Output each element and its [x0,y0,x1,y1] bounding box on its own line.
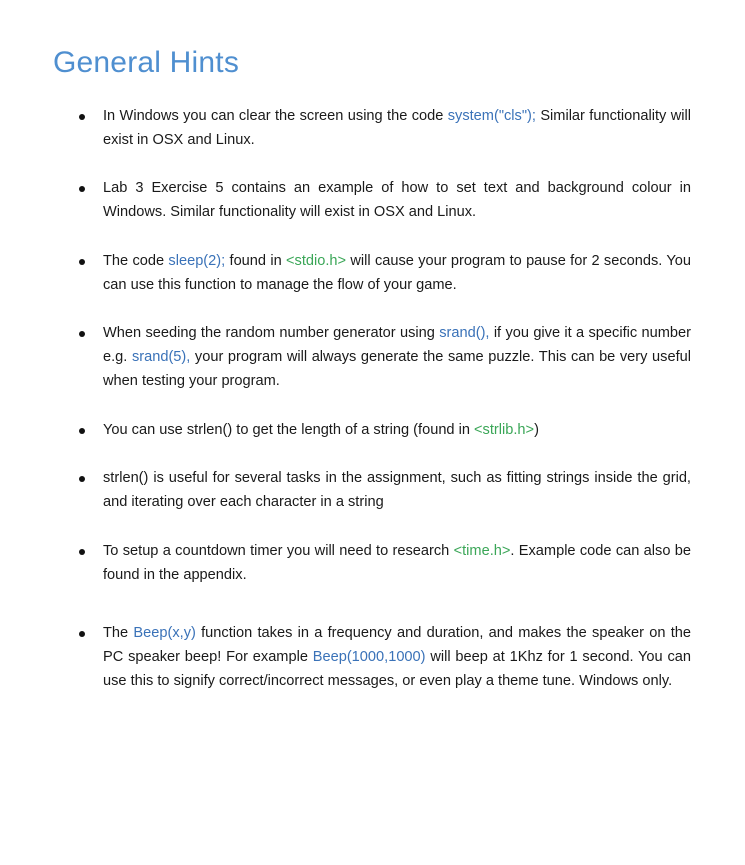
code-snippet: Beep(x,y) [133,625,196,641]
hint-text: found in [225,253,287,269]
page-title: General Hints [53,46,240,79]
hint-item-strlen [103,418,691,442]
hint-text: . Example code can also be found in the appendix. [103,543,691,583]
hint-text: strlen() is useful for several tasks in the assignment, such as fitting strings inside the grid, and iterating over each character in a string [103,470,691,510]
bullet-icon [79,631,85,637]
hint-text: To setup a countdown timer you will need to research [103,543,454,559]
hint-item-text-colour [103,176,691,224]
hint-text: ) [534,422,539,438]
header-snippet: <time.h> [453,543,511,559]
bullet-icon [79,476,85,482]
header-snippet: <strlib.h> [474,422,535,438]
bullet-icon [79,549,85,555]
bullet-icon [79,259,85,265]
hint-text: Lab 3 Exercise 5 contains an example of how to set text and background colour in Windows. Similar functionality will exist in OSX and Linux. [103,180,691,220]
bullet-icon [79,331,85,337]
hint-text: Similar functionality will exist in OSX and Linux. [103,108,691,148]
hint-item-sleep [103,249,691,297]
hint-text: will beep at 1Khz for 1 second. You can use this to signify correct/incorrect messages, or even play a theme tune. Windows only. [103,649,691,689]
code-snippet: sleep(2); [168,253,226,269]
hint-text: When seeding the random number generator using [103,325,440,341]
hint-item-clear-screen [103,104,691,152]
hint-text: In Windows you can clear the screen using the code [103,108,448,124]
hint-text: The code [103,253,169,269]
code-snippet: Beep(1000,1000) [312,649,426,665]
code-snippet: srand(5), [131,349,191,365]
bullet-icon [79,428,85,434]
hint-item-timer [103,539,691,587]
hint-text: The [103,625,134,641]
bullet-icon [79,114,85,120]
hint-text: You can use strlen() to get the length of a string (found in [103,422,475,438]
bullet-icon [79,186,85,192]
hint-item-strlen-uses [103,466,691,514]
header-snippet: <stdio.h> [286,253,347,269]
hint-text: if you give it a specific number e.g. [103,325,691,365]
code-snippet: srand(), [439,325,490,341]
hint-text: will cause your program to pause for 2 seconds. You can use this function to manage the flow of your game. [103,253,692,293]
hint-item-srand [103,321,691,393]
hint-item-beep [103,621,691,693]
code-snippet: system("cls"); [447,108,536,124]
hint-text: your program will always generate the same puzzle. This can be very useful when testing your program. [103,349,691,389]
hint-text: function takes in a frequency and duration, and makes the speaker on the PC speaker beep! For example [103,625,691,665]
